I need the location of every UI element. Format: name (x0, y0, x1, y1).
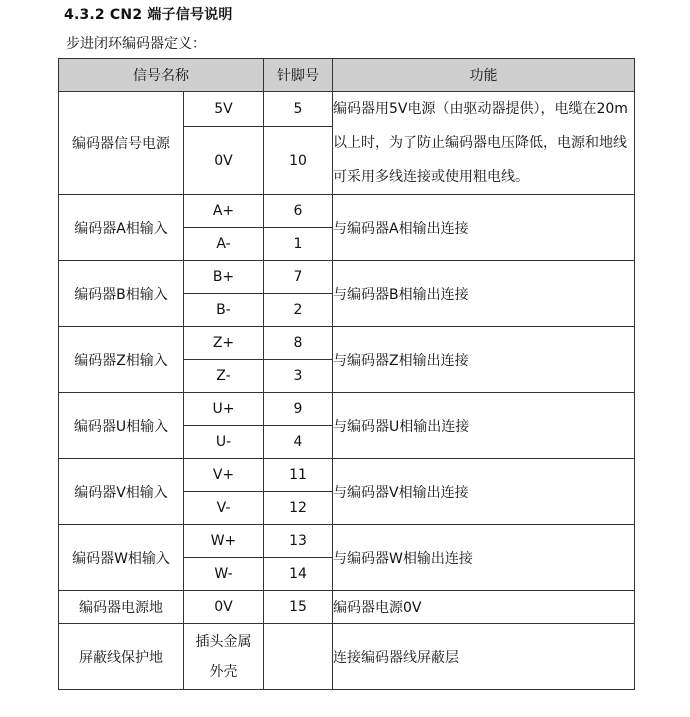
function-cell: 编码器用5V电源（由驱动器提供），电缆在20m以上时，为了防止编码器电压降低，电源和地线可采用多线连接或使用粗电线。 (333, 92, 635, 195)
signal-cell: A+ (184, 195, 264, 228)
cn2-signal-table (58, 58, 635, 690)
signal-group-name: 编码器电源地 (59, 591, 184, 624)
signal-cell: V+ (184, 459, 264, 492)
table-caption: 步进闭环编码器定义： (66, 36, 206, 52)
function-cell: 与编码器A相输出连接 (333, 195, 635, 261)
pin-cell: 15 (264, 591, 333, 624)
signal-cell: V- (184, 492, 264, 525)
header-signal-name: 信号名称 (59, 59, 264, 92)
table-row (59, 327, 635, 360)
table-row (59, 624, 635, 690)
pin-cell: 5 (264, 92, 333, 127)
signal-cell: 0V (184, 127, 264, 195)
function-cell: 与编码器W相输出连接 (333, 525, 635, 591)
header-function: 功能 (333, 59, 635, 92)
pin-cell: 3 (264, 360, 333, 393)
signal-group-name: 编码器A相输入 (59, 195, 184, 261)
table-row (59, 525, 635, 558)
signal-cell: W- (184, 558, 264, 591)
signal-group-name: 编码器Z相输入 (59, 327, 184, 393)
signal-cell: 0V (184, 591, 264, 624)
pin-cell: 11 (264, 459, 333, 492)
signal-group-name: 屏蔽线保护地 (59, 624, 184, 690)
signal-cell: B- (184, 294, 264, 327)
table-row (59, 591, 635, 624)
table-row (59, 195, 635, 228)
signal-group-name: 编码器信号电源 (59, 92, 184, 195)
signal-cell (184, 624, 264, 690)
signal-line-2: 外壳 (209, 663, 238, 680)
signal-cell: Z+ (184, 327, 264, 360)
pin-cell: 10 (264, 127, 333, 195)
table-row (59, 261, 635, 294)
table-row (59, 393, 635, 426)
pin-cell: 13 (264, 525, 333, 558)
pin-cell: 14 (264, 558, 333, 591)
signal-group-name: 编码器B相输入 (59, 261, 184, 327)
section-title: 4.3.2 CN2 端子信号说明 (64, 7, 233, 23)
pin-cell: 4 (264, 426, 333, 459)
signal-group-name: 编码器V相输入 (59, 459, 184, 525)
function-cell: 与编码器U相输出连接 (333, 393, 635, 459)
pin-cell: 7 (264, 261, 333, 294)
function-cell: 与编码器B相输出连接 (333, 261, 635, 327)
function-cell: 连接编码器线屏蔽层 (333, 624, 635, 690)
table-row (59, 92, 635, 127)
signal-cell: 5V (184, 92, 264, 127)
signal-group-name: 编码器W相输入 (59, 525, 184, 591)
signal-cell: U- (184, 426, 264, 459)
signal-line-1: 插头金属 (195, 633, 252, 650)
pin-cell: 2 (264, 294, 333, 327)
header-pin: 针脚号 (264, 59, 333, 92)
function-cell: 与编码器Z相输出连接 (333, 327, 635, 393)
pin-cell: 12 (264, 492, 333, 525)
function-cell: 与编码器V相输出连接 (333, 459, 635, 525)
pin-cell: 9 (264, 393, 333, 426)
signal-group-name: 编码器U相输入 (59, 393, 184, 459)
function-cell: 编码器电源0V (333, 591, 635, 624)
signal-cell: W+ (184, 525, 264, 558)
pin-cell: 8 (264, 327, 333, 360)
signal-cell: A- (184, 228, 264, 261)
table-row (59, 459, 635, 492)
signal-cell: Z- (184, 360, 264, 393)
header-row (59, 59, 635, 92)
signal-cell: B+ (184, 261, 264, 294)
pin-cell: 1 (264, 228, 333, 261)
signal-cell: U+ (184, 393, 264, 426)
pin-cell: 6 (264, 195, 333, 228)
pin-cell (264, 624, 333, 690)
